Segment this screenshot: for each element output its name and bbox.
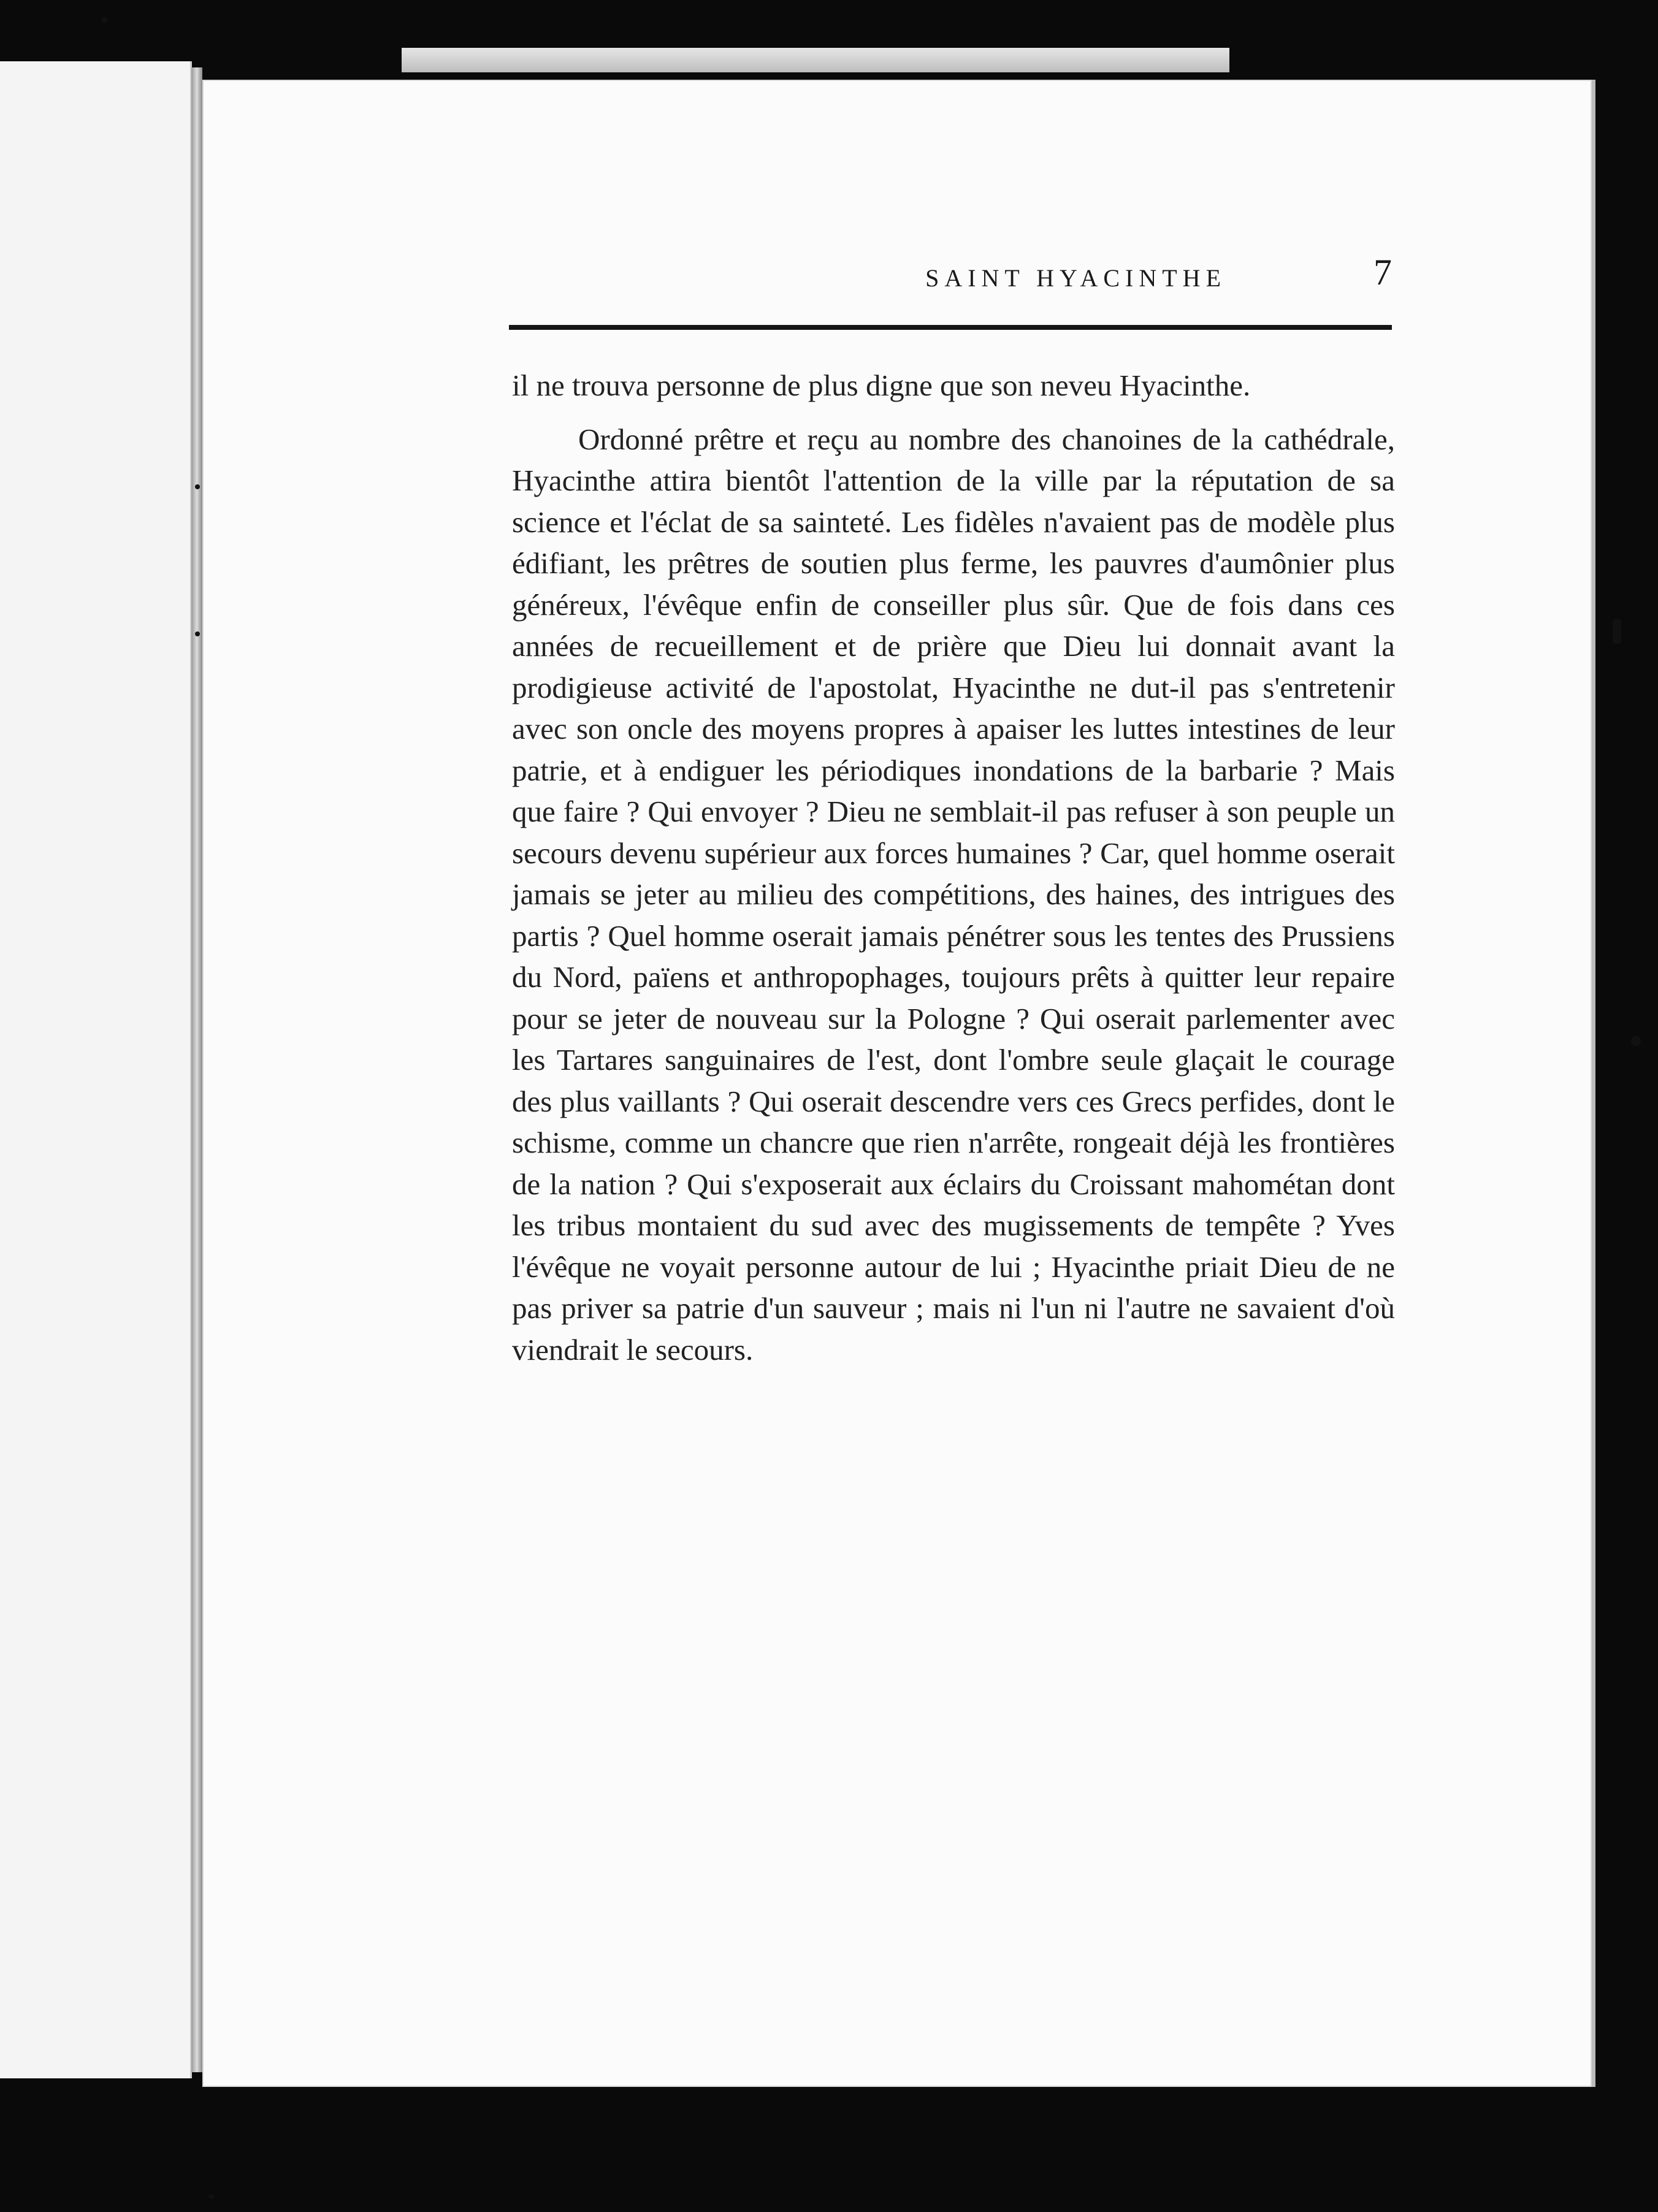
paragraph-main: Ordonné prêtre et reçu au nombre des chanoines de la cathédrale, Hyacinthe attira bientôt l'attention de la ville par la réputation de sa science et l'éclat de sa sainteté. Les fidèles n'avaient pas de modèle plus édifiant, les prêtres de soutien plus ferme, les pauvres d'aumônier plus généreux, l'évêque enfin de conseiller plus sûr. Que de fois dans ces années de recueillement et de prière que Dieu lui donnait avant la prodigieuse activité de l'apostolat, Hyacinthe ne dut-il pas s'entretenir avec son oncle des moyens propres à apaiser les luttes intestines de leur patrie, et à endiguer les périodiques inondations de la barbarie ? Mais que faire ? Qui envoyer ? Dieu ne semblait-il pas refuser à son peuple un secours devenu supérieur aux forces humaines ? Car, quel homme oserait jamais se jeter au milieu des compétitions, des haines, des intrigues des partis ? Quel homme oserait jamais pénétrer sous les tentes des Prussiens du Nord, païens et anthropophages, toujours prêts à quitter leur repaire pour se jeter de nouveau sur la Pologne ? Qui oserait parlementer avec les Tartares sanguinaires de l'est, dont l'ombre seule glaçait le courage des plus vaillants ? Qui oserait descendre vers ces Grecs perfides, dont le schisme, comme un chancre que rien n'arrête, rongeait déjà les frontières de la nation ? Qui s'exposerait aux éclairs du Croissant mahométan dont les tribus montaient du sud avec des mugissements de tempête ? Yves l'évêque ne voyait personne autour de lui ; Hyacinthe priait Dieu de ne pas priver sa patrie d'un sauveur ; mais ni l'un ni l'autre ne savaient d'où viendrait le secours. xyxy=(512,422,1395,1367)
scan-speck xyxy=(1613,619,1621,644)
scan-speck xyxy=(208,2195,215,2199)
left-page-edge xyxy=(0,61,192,2078)
header-rule xyxy=(509,325,1392,330)
top-edge-strip xyxy=(402,48,1229,72)
paragraph-continuation: il ne trouva personne de plus digne que son neveu Hyacinthe. xyxy=(512,368,1251,402)
scan-speck xyxy=(101,17,107,23)
running-title: SAINT HYACINTHE xyxy=(925,264,1226,292)
scan-speck xyxy=(1631,1036,1641,1046)
book-gutter xyxy=(191,67,202,2072)
running-header xyxy=(509,181,1392,340)
page-body xyxy=(512,365,1395,1370)
scan-speck xyxy=(195,631,200,636)
scan-speck xyxy=(195,484,200,489)
page-number: 7 xyxy=(1373,252,1392,292)
